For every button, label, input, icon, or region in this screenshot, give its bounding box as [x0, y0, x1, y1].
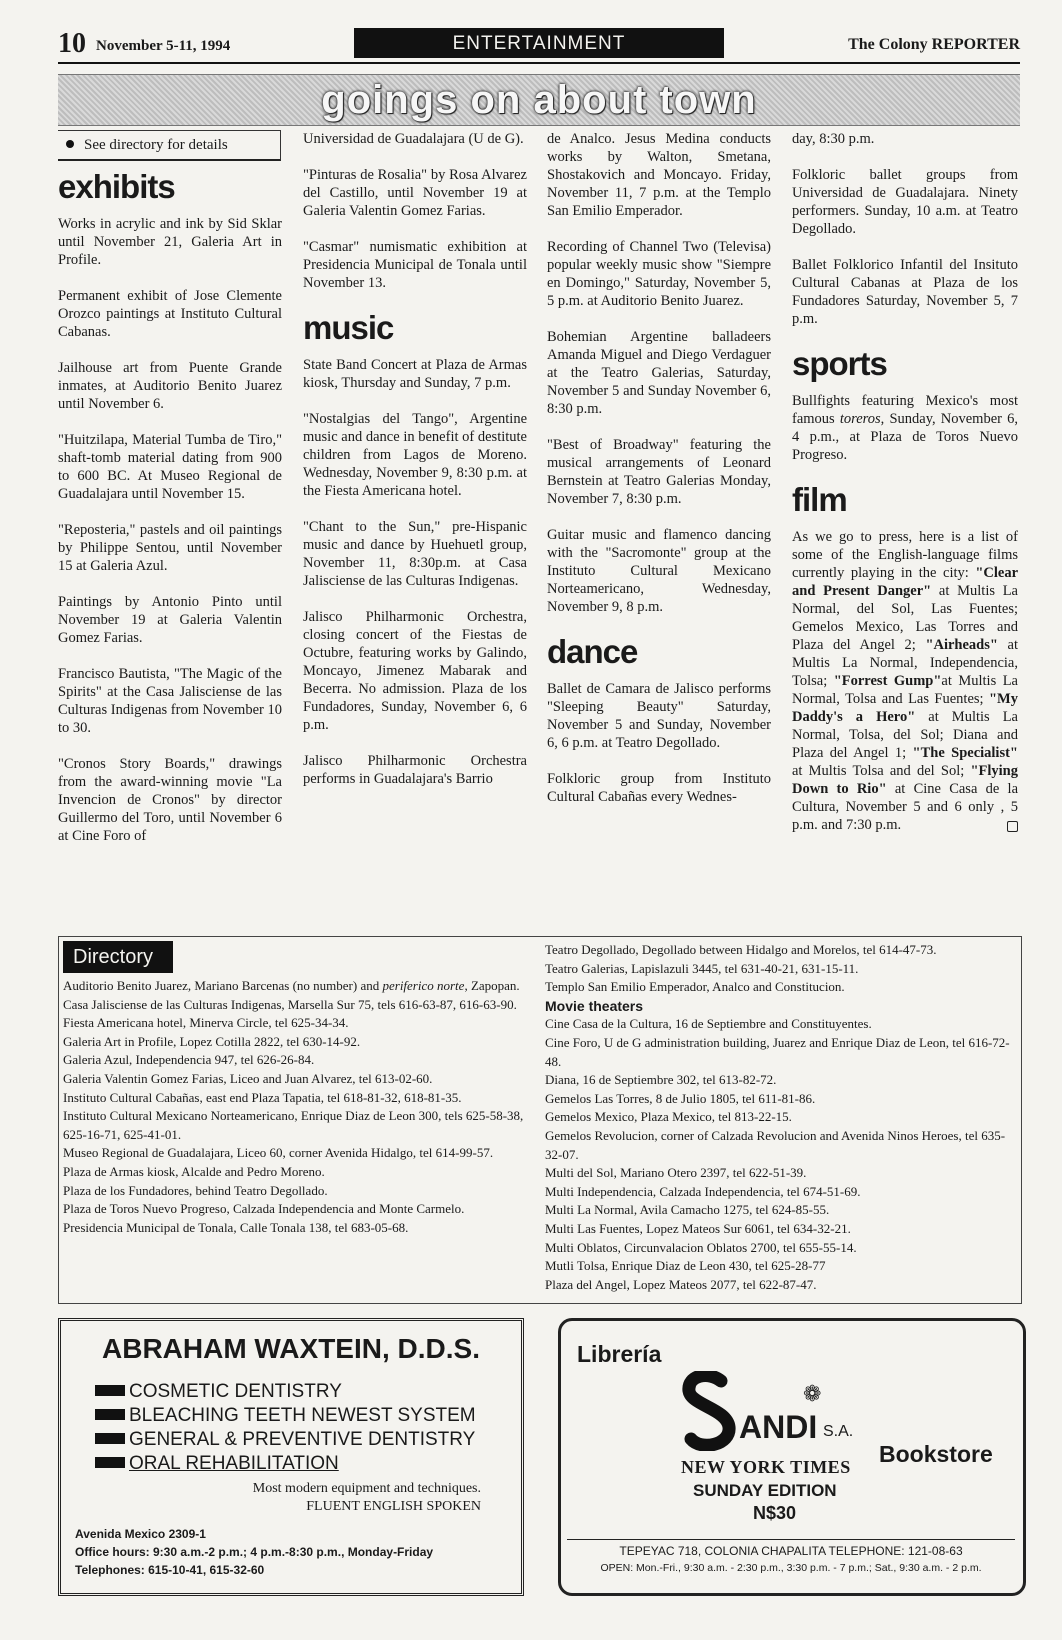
- square-bullet-icon: [95, 1385, 125, 1396]
- dentist-address: Avenida Mexico 2309-1: [75, 1527, 206, 1541]
- square-bullet-icon: [95, 1409, 125, 1420]
- directory-entry: Presidencia Municipal de Tonala, Calle Tonala 138, tel 683-05-68.: [63, 1219, 409, 1235]
- dance-item: Ballet de Camara de Jalisco performs "Sleeping Beauty" Saturday, November 5 and Sunday, November 6, 6 p.m. at Teatro Degollado.: [547, 681, 771, 751]
- directory-entry: Instituto Cultural Cabañas, east end Plaza Tapatia, tel 618-81-32, 618-81-35.: [63, 1089, 462, 1105]
- banner-title: goings on about town: [321, 78, 757, 122]
- movie-theater-entry: Cine Foro, U de G administration building, Juarez and Enrique Diaz de Leon, tel 616-72-48.: [545, 1034, 1010, 1069]
- directory-right-column: [545, 941, 1015, 1294]
- music-item: Guitar music and flamenco dancing with the "Sacromonte" group at the Instituto Cultural Mexicano Norteamericano, Wednesday, November 9, 8 p.m.: [547, 527, 771, 615]
- sports-emphasis: toreros: [839, 411, 881, 427]
- movie-theater-entry: Gemelos Las Torres, 8 de Julio 1805, tel 611-81-86.: [545, 1090, 816, 1106]
- music-item: Jalisco Philharmonic Orchestra performs in Guadalajara's Barrio: [303, 753, 527, 787]
- bookstore-offer: SUNDAY EDITION: [693, 1481, 837, 1500]
- sports-heading: sports: [792, 345, 887, 382]
- movie-theater-entry: Multi Oblatos, Circunvalacion Oblatos 2700, tel 655-55-14.: [545, 1239, 857, 1255]
- music-heading: music: [303, 309, 394, 346]
- exhibits-heading: exhibits: [58, 168, 175, 205]
- exhibit-item: Francisco Bautista, "The Magic of the Spirits" at the Casa Jalisciense de las Culturas Indigenas from November 10 to 30.: [58, 666, 282, 736]
- film-theaters: at Multis La Normal, Independencia, Tolsa;: [792, 637, 1019, 689]
- directory-entry: Teatro Galerias, Lapislazuli 3445, tel 631-40-21, 631-15-11.: [545, 960, 859, 976]
- exhibit-item: "Huitzilapa, Material Tumba de Tiro," shaft-tomb material dating from 900 to 600 BC. At Museo Regional de Guadalajara until November 15.: [58, 432, 282, 502]
- music-item: "Nostalgias del Tango", Argentine music and dance in benefit of destitute children from Lagos de Moreno. Wednesday, November 9, 8:30 p.m. at the Fiesta Americana hotel.: [303, 411, 527, 499]
- directory-entry-text: , Zapopan.: [464, 978, 520, 993]
- music-item: Recording of Channel Two (Televisa) popular weekly music show "Siempre en Domingo," Saturday, November 5, 5 p.m. at Auditorio Benito Juarez.: [547, 239, 771, 309]
- film-title: "The Specialist": [912, 745, 1018, 761]
- exhibit-item: "Reposteria," pastels and oil paintings by Philippe Sentou, until November 15 at Galeria Azul.: [58, 522, 282, 574]
- bookstore-offer: NEW YORK TIMES: [681, 1457, 851, 1477]
- dentist-service-text: COSMETIC DENTISTRY: [129, 1381, 342, 1402]
- film-theaters: at Multis La Normal, del Sol, Las Fuentes; Gemelos Mexico, Las Torres and Plaza del Angel 2;: [792, 583, 1018, 653]
- music-item: Jalisco Philharmonic Orchestra, closing concert of the Fiestas de Octubre, featuring works by Galindo, Moncayo, Jimenez Mabarak and Becerra. No admission. Plaza de los Fundadores, Sunday, November 6, 6 p.m.: [303, 609, 527, 733]
- sports-item: [792, 392, 1018, 464]
- exhibit-item: Paintings by Antonio Pinto until November 19 at Galeria Valentin Gomez Farias.: [58, 594, 282, 646]
- directory-label: Directory: [63, 941, 173, 973]
- movie-theater-entry: Plaza del Angel, Lopez Mateos 2077, tel 622-87-47.: [545, 1276, 817, 1292]
- directory-entry: Plaza de Toros Nuevo Progreso, Calzada Independencia and Monte Carmelo.: [63, 1201, 465, 1217]
- sports-text: , Sunday, November 6, 4 p.m., at Plaza de Toros Nuevo Progreso.: [792, 411, 1019, 463]
- dentist-phones: Telephones: 615-10-41, 615-32-60: [75, 1563, 265, 1577]
- exhibit-item: Works in acrylic and ink by Sid Sklar until November 21, Galeria Art in Profile.: [58, 216, 282, 268]
- directory-entry: Museo Regional de Guadalajara, Liceo 60, corner Avenida Hidalgo, tel 614-99-57.: [63, 1145, 494, 1161]
- bookstore-label: Bookstore: [879, 1441, 993, 1467]
- end-mark-icon: [1007, 821, 1018, 832]
- directory-entry: Plaza de Armas kiosk, Alcalde and Pedro Moreno.: [63, 1163, 325, 1179]
- movie-theater-entry: Gemelos Mexico, Plaza Mexico, tel 813-22-15.: [545, 1109, 792, 1125]
- directory-entry-emphasis: periferico norte: [382, 978, 465, 993]
- film-title: "Forrest Gump": [833, 673, 942, 689]
- movie-theater-entry: Multi La Normal, Avila Camacho 1275, tel 624-85-55.: [545, 1202, 830, 1218]
- section-label: ENTERTAINMENT: [354, 28, 724, 58]
- bookstore-name: ANDI: [739, 1409, 818, 1445]
- music-item: de Analco. Jesus Medina conducts works by Walton, Smetana, Shostakovich and Moncayo. Friday, November 11, 7 p.m. at the Templo San Emilio Emperador.: [547, 131, 771, 219]
- goings-on-banner: [58, 74, 1020, 126]
- bookstore-hours: OPEN: Mon.-Fri., 9:30 a.m. - 2:30 p.m., 3:30 p.m. - 7 p.m.; Sat., 9:30 a.m. - 2 p.m.: [600, 1562, 982, 1574]
- dentist-service-text: ORAL REHABILITATION: [129, 1453, 339, 1474]
- dance-heading: dance: [547, 633, 638, 670]
- directory-entry: Galeria Valentin Gomez Farias, Liceo and Juan Alvarez, tel 613-02-60.: [63, 1070, 433, 1086]
- film-heading: film: [792, 481, 847, 518]
- directory-entry: Fiesta Americana hotel, Minerva Circle, tel 625-34-34.: [63, 1015, 349, 1031]
- exhibit-item: "Casmar" numismatic exhibition at Presidencia Municipal de Tonala until November 13.: [303, 239, 527, 291]
- dance-item: day, 8:30 p.m.: [792, 131, 875, 147]
- dentist-service: [95, 1429, 475, 1451]
- bookstore-address: TEPEYAC 718, COLONIA CHAPALITA TELEPHONE: 121-08-63: [619, 1544, 963, 1558]
- dentist-service: [95, 1453, 339, 1475]
- directory-entry: Instituto Cultural Mexicano Norteamericano, Enrique Diaz de Leon 300, tels 625-58-38, 625-16-71, 625-41-01.: [63, 1108, 524, 1142]
- page-header: [58, 28, 1020, 64]
- film-title: "Clear and Present Danger": [792, 565, 1018, 599]
- issue-date: November 5-11, 1994: [96, 38, 231, 54]
- exhibit-item: Permanent exhibit of Jose Clemente Orozco paintings at Instituto Cultural Cabanas.: [58, 288, 282, 340]
- directory-entry: Plaza de los Fundadores, behind Teatro Degollado.: [63, 1182, 328, 1198]
- movie-theater-entry: Multi del Sol, Mariano Otero 2397, tel 622-51-39.: [545, 1165, 807, 1181]
- dentist-hours: Office hours: 9:30 a.m.-2 p.m.; 4 p.m.-8:30 p.m., Monday-Friday: [75, 1545, 434, 1559]
- page-number: 10: [58, 28, 86, 59]
- see-directory-text: See directory for details: [84, 137, 228, 153]
- dentist-service-text: BLEACHING TEETH NEWEST SYSTEM: [129, 1405, 476, 1426]
- sandi-s-logo-icon: [679, 1371, 739, 1451]
- dance-item: Folkloric group from Instituto Cultural Cabañas every Wednes-: [547, 771, 771, 805]
- film-intro: As we go to press, here is a list of some of the English-language films currently playing in the city:: [792, 529, 1018, 581]
- bookstore-suffix: S.A.: [823, 1423, 854, 1440]
- movie-theater-entry: Multi Las Fuentes, Lopez Mateos Sur 6061, tel 634-32-21.: [545, 1220, 851, 1236]
- exhibit-item: Universidad de Guadalajara (U de G).: [303, 131, 524, 147]
- square-bullet-icon: [95, 1457, 125, 1468]
- movie-theater-entry: Mutli Tolsa, Enrique Diaz de Leon 430, tel 625-28-77: [545, 1258, 826, 1274]
- directory-entry: Galeria Art in Profile, Lopez Cotilla 2822, tel 630-14-92.: [63, 1033, 361, 1049]
- column-4: [792, 130, 1018, 834]
- directory-entry: Galeria Azul, Independencia 947, tel 626-26-84.: [63, 1052, 315, 1068]
- music-item: Bohemian Argentine balladeers Amanda Miguel and Diego Verdaguer at the Teatro Galerias, Saturday, November 5 and Sunday November 6, 8:30 p.m.: [547, 329, 771, 417]
- film-title: "Airheads": [925, 637, 998, 653]
- movie-theater-entry: Multi Independencia, Calzada Independencia, tel 674-51-69.: [545, 1183, 861, 1199]
- directory-entry: [63, 977, 533, 996]
- dentist-service: [95, 1405, 476, 1427]
- music-item: "Chant to the Sun," pre-Hispanic music and dance by Huehuetl group, November 11, 8:30p.m. at Casa Jalisciense de las Culturas Indigenas.: [303, 519, 527, 589]
- directory-box: [58, 936, 1022, 1304]
- square-bullet-icon: [95, 1433, 125, 1444]
- movie-theater-entry: Diana, 16 de Septiembre 302, tel 613-82-72.: [545, 1072, 777, 1088]
- music-item: "Best of Broadway" featuring the musical arrangements of Leonard Bernstein at Teatro Galerias Monday, November 7, 8:30 p.m.: [547, 437, 771, 507]
- dentist-tagline: FLUENT ENGLISH SPOKEN: [306, 1499, 481, 1514]
- directory-entry: Templo San Emilio Emperador, Analco and Constitucion.: [545, 979, 845, 995]
- bullet-icon: [66, 140, 74, 148]
- film-title: "My Daddy's a Hero": [792, 691, 1018, 725]
- directory-entry: Casa Jalisciense de las Culturas Indigenas, Marsella Sur 75, tels 616-63-87, 616-63-90.: [63, 996, 517, 1012]
- film-theaters: at Multis La Normal, Tolsa and Las Fuentes;: [792, 673, 1018, 707]
- music-item: State Band Concert at Plaza de Armas kiosk, Thursday and Sunday, 7 p.m.: [303, 357, 527, 391]
- film-title: "Flying Down to Rio": [792, 763, 1018, 797]
- dentist-service: [95, 1381, 342, 1403]
- dentist-ad: [58, 1318, 524, 1596]
- movie-theaters-heading: Movie theaters: [545, 997, 644, 1014]
- masthead: The Colony REPORTER: [848, 36, 1020, 53]
- dentist-service-text: GENERAL & PREVENTIVE DENTISTRY: [129, 1429, 476, 1450]
- flower-ornament-icon: ❁: [803, 1381, 822, 1406]
- exhibit-item: "Pinturas de Rosalia" by Rosa Alvarez del Castillo, until November 19 at Galeria Valentin Gomez Farias.: [303, 167, 527, 219]
- exhibit-item: "Cronos Story Boards," drawings from the award-winning movie "La Invencion de Cronos" by director Guillermo del Toro, until November 6 at Cine Foro of: [58, 756, 282, 844]
- dance-item: Folkloric ballet groups from Universidad de Guadalajara. Ninety performers. Sunday, 10 a.m. at Teatro Degollado.: [792, 167, 1018, 237]
- column-3: [547, 130, 771, 806]
- directory-left-column: [63, 977, 533, 1237]
- dance-item: Ballet Folklorico Infantil del Insituto Cultural Cabanas at Plaza de los Fundadores Saturday, November 5, 7 p.m.: [792, 257, 1018, 327]
- film-theaters: at Cine Casa de la Cultura, November 5 and 6 only , 5 p.m. and 7:30 p.m.: [792, 781, 1019, 833]
- dentist-tagline: Most modern equipment and techniques.: [252, 1481, 481, 1496]
- exhibit-item: Jailhouse art from Puente Grande inmates, at Auditorio Benito Juarez until November 6.: [58, 360, 282, 412]
- column-2: [303, 130, 527, 788]
- directory-entry-text: Auditorio Benito Juarez, Mariano Barcenas (no number) and: [63, 978, 380, 993]
- bookstore-info-strip: [567, 1539, 1015, 1584]
- bookstore-ad: [558, 1318, 1026, 1596]
- film-listing: [792, 528, 1018, 834]
- dentist-name: ABRAHAM WAXTEIN, D.D.S.: [102, 1333, 480, 1364]
- see-directory-note: [58, 130, 281, 161]
- movie-theater-entry: Gemelos Revolucion, corner of Calzada Revolucion and Avenida Ninos Heroes, tel 635-32-07.: [545, 1127, 1006, 1162]
- bookstore-price: N$30: [753, 1503, 797, 1523]
- sports-text: Bullfights featuring Mexico's most famous: [792, 393, 1018, 427]
- bookstore-libreria: Librería: [577, 1341, 662, 1367]
- column-1: [58, 130, 282, 845]
- film-theaters: at Multis La Normal, Tolsa, del Sol; Diana and Plaza del Angel 1;: [792, 709, 1018, 761]
- directory-entry: Teatro Degollado, Degollado between Hidalgo and Morelos, tel 614-47-73.: [545, 942, 937, 957]
- film-theaters: at Multis Tolsa and del Sol;: [792, 763, 971, 779]
- movie-theater-entry: Cine Casa de la Cultura, 16 de Septiembre and Constituyentes.: [545, 1016, 872, 1032]
